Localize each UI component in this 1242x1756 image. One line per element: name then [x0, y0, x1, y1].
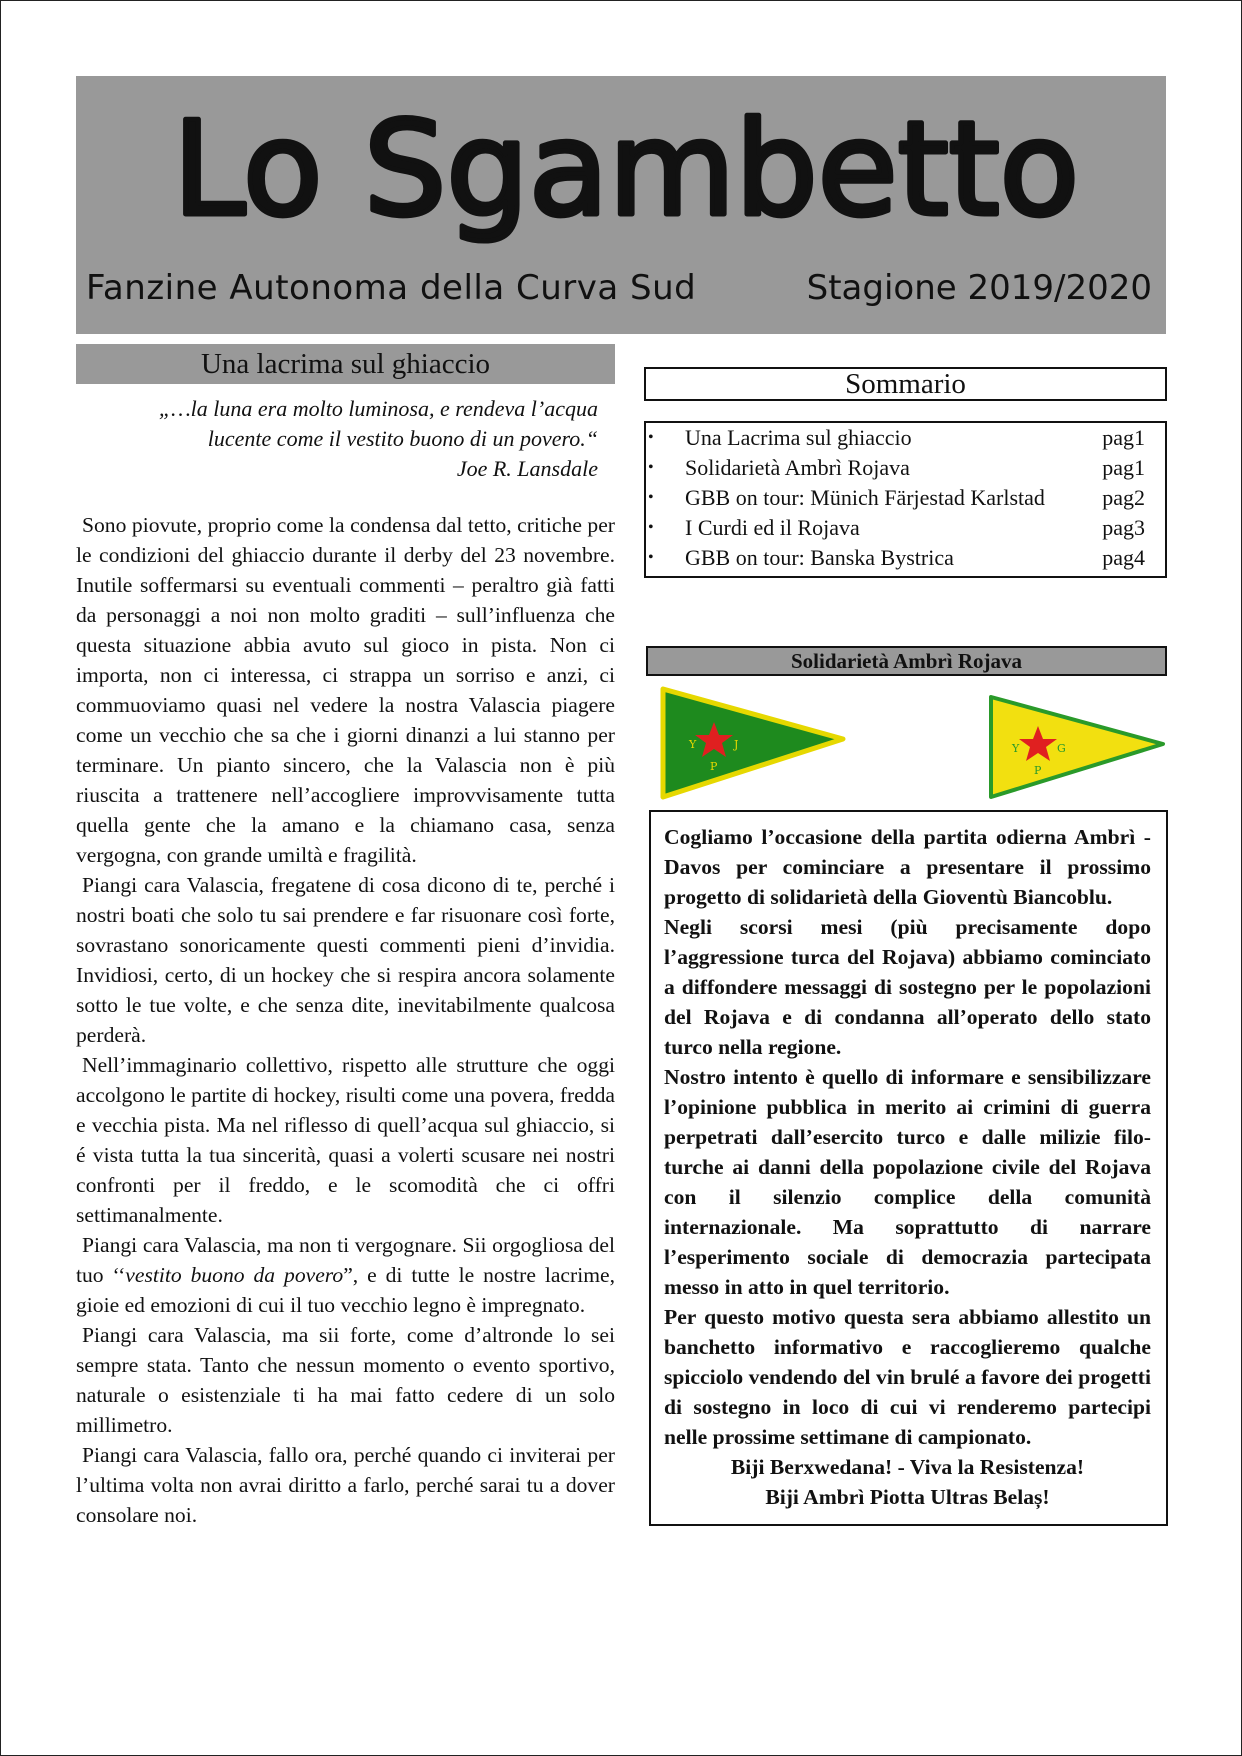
ypj-flag-icon	[660, 686, 846, 800]
flag-letter: G	[1057, 742, 1066, 755]
toc-item-page: pag1	[1102, 455, 1145, 480]
paragraph-italic: vestito buono da povero	[125, 1263, 344, 1287]
paragraph-text: Piangi cara Valascia, ma non ti vergognare. Sii orgogliosa del tuo ‘‘	[76, 1233, 615, 1287]
quote-author: Joe R. Lansdale	[456, 456, 598, 481]
flag-letter: Y	[689, 738, 697, 751]
toc-item-title: Solidarietà Ambrì Rojava	[685, 455, 910, 480]
toc-item-page: pag2	[1102, 485, 1145, 510]
toc-item-title: GBB on tour: Banska Bystrica	[685, 545, 954, 570]
toc-list	[644, 421, 1167, 578]
solidarity-paragraph: Nostro intento è quello di informare e sensibilizzare l’opinione pubblica in merito ai crimini di guerra perpetrati dall’esercito turco e dalle milizie filo-turche ai danni della popolazione civile del Rojava con il silenzio complice della comunità internazionale. Ma soprattutto di narrare l’esperimento sociale di democrazia partecipata messo in atto in quel territorio.	[664, 1065, 1151, 1299]
toc-item-title: I Curdi ed il Rojava	[685, 515, 860, 540]
toc-item-title: Una Lacrima sul ghiaccio	[685, 425, 912, 450]
toc-item	[646, 453, 1165, 483]
toc-item-page: pag4	[1102, 545, 1145, 570]
flag-letter: P	[710, 760, 718, 773]
solidarity-heading: Solidarietà Ambrì Rojava	[646, 646, 1167, 676]
bullet-icon: •	[648, 549, 654, 566]
article-body	[76, 510, 615, 1530]
bullet-icon: •	[648, 459, 654, 476]
flag-letter: Y	[1012, 742, 1020, 755]
masthead-tagline: Fanzine Autonoma della Curva Sud	[86, 268, 697, 308]
masthead-season: Stagione 2019/2020	[806, 268, 1152, 308]
bullet-icon: •	[648, 429, 654, 446]
toc-item-page: pag3	[1102, 515, 1145, 540]
toc-item	[646, 543, 1165, 573]
ypg-flag-icon	[988, 694, 1166, 800]
article-paragraph: Nell’immaginario collettivo, rispetto alle strutture che oggi accolgono le partite di hockey, risulti come una povera, fredda e vecchia pista. Ma nel riflesso di quell’acqua sul ghiaccio, si é vista tutta la tua sincerità, quasi a volerti scusare nei nostri confronti per il freddo, e le scomodità che ci offri settimanalmente.	[76, 1053, 615, 1227]
bullet-icon: •	[648, 519, 654, 536]
solidarity-box	[649, 810, 1168, 1526]
article-paragraph: Piangi cara Valascia, ma sii forte, come d’altronde lo sei sempre stata. Tanto che nessun momento o evento sportivo, naturale o esistenziale ti ha mai fatto cedere di un solo millimetro.	[76, 1323, 615, 1437]
masthead-logo	[156, 84, 1096, 264]
toc-item	[646, 483, 1165, 513]
quote-line: lucente come il vestito buono di un povero.“	[207, 426, 598, 451]
article-paragraph: Piangi cara Valascia, fregatene di cosa dicono di te, perché i nostri boati che solo tu sai prendere e far risuonare così forte, sovrastano sonoricamente questi commenti pieni d’invidia. Invidiosi, certo, di un hockey che si respira ancora solamente sotto le tue volte, e che senza dite, inevitabilmente qualcosa perderà.	[76, 873, 615, 1047]
solidarity-paragraph: Cogliamo l’occasione della partita odierna Ambrì - Davos per cominciare a presentare il prossimo progetto di solidarietà della Gioventù Biancoblu.	[664, 825, 1151, 909]
quote-line: „…la luna era molto luminosa, e rendeva l’acqua	[158, 396, 598, 421]
article-quote	[100, 394, 598, 484]
article-paragraph	[76, 1230, 615, 1320]
solidarity-closing: Biji Berxwedana! - Viva la Resistenza!	[730, 1455, 1085, 1479]
toc-item-page: pag1	[1102, 425, 1145, 450]
article-title: Una lacrima sul ghiaccio	[76, 344, 615, 384]
flag-letter: P	[1034, 764, 1042, 777]
flag-letter: J	[734, 738, 739, 751]
toc-item	[646, 423, 1165, 453]
bullet-icon: •	[648, 489, 654, 506]
article-paragraph: Piangi cara Valascia, fallo ora, perché quando ci inviterai per l’ultima volta non avrai diritto a farlo, perché sarai tu a dover consolare noi.	[76, 1443, 615, 1527]
toc-heading: Sommario	[644, 367, 1167, 401]
solidarity-text	[664, 822, 1151, 1512]
article-paragraph: Sono piovute, proprio come la condensa dal tetto, critiche per le condizioni del ghiaccio durante il derby del 23 novembre. Inutile soffermarsi su eventuali commenti – peraltro già fatti da personaggi a noi non molto graditi – sull’influenza che questa situazione abbia avuto sul gioco in pista. Non ci importa, non ci interessa, ci strappa un sorriso e anzi, ci commuoviamo quasi nel vedere la nostra Valascia piagere come un vecchio che sa che i giorni dinanzi a lui stanno per terminare. Un pianto sincero, che la Valascia non è più riuscita a trattenere nell’accogliere improvvisamente tutta quella gente che la amano e la chiamano casa, senza vergogna, con grande umiltà e fragilità.	[76, 513, 615, 867]
toc-item-title: GBB on tour: Münich Färjestad Karlstad	[685, 485, 1045, 510]
paragraph-text: ”, e di tutte le nostre lacrime, gioie ed emozioni di cui il tuo vecchio legno è impregnato.	[76, 1263, 615, 1317]
solidarity-closing: Biji Ambrì Piotta Ultras Belaș!	[765, 1485, 1050, 1509]
masthead	[76, 76, 1166, 334]
toc-item	[646, 513, 1165, 543]
solidarity-paragraph: Per questo motivo questa sera abbiamo allestito un banchetto informativo e raccoglieremo qualche spicciolo vendendo del vin brulé a favore dei progetti di sostegno in loco di cui vi renderemo partecipi nelle prossime settimane di campionato.	[664, 1305, 1151, 1449]
logo-text: Lo Sgambetto	[172, 93, 1080, 245]
solidarity-paragraph: Negli scorsi mesi (più precisamente dopo l’aggressione turca del Rojava) abbiamo cominciato a diffondere messaggi di sostegno per le popolazioni del Rojava e di condanna all’operato dello stato turco nella regione.	[664, 915, 1151, 1059]
